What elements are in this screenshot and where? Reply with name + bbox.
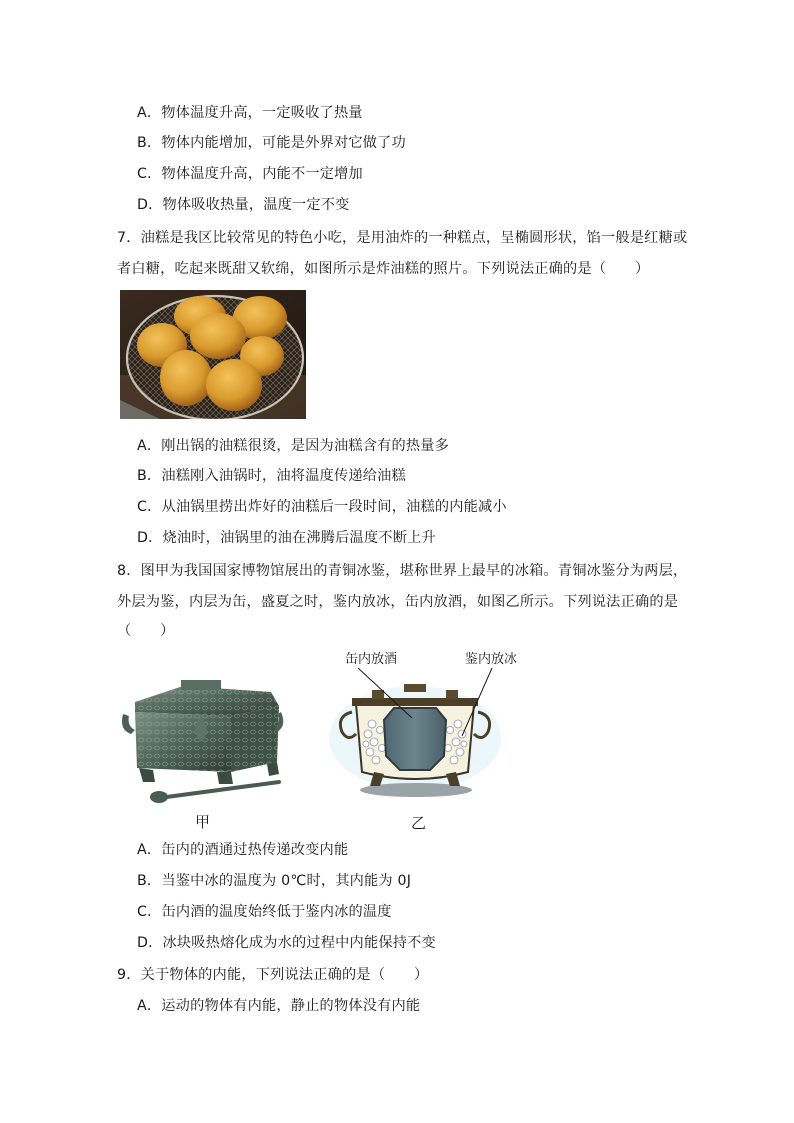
q8-option-c: C．缶内酒的温度始终低于鉴内冰的温度 (137, 904, 392, 920)
q8-option-a: A．缶内的酒通过热传递改变内能 (137, 842, 349, 858)
q8-stem-line3: （ ） (117, 623, 175, 639)
q7-option-b: B．油糕刚入油锅时，油将温度传递给油糕 (137, 468, 406, 484)
q7-option-a: A．刚出锅的油糕很烫，是因为油糕含有的热量多 (137, 438, 450, 454)
q9-stem-line1: 9．关于物体的内能，下列说法正确的是（ ） (117, 967, 429, 983)
q6-option-a: A．物体温度升高，一定吸收了热量 (137, 105, 363, 121)
q8-option-d: D．冰块吸热熔化成为水的过程中内能保持不变 (137, 935, 436, 951)
label-wine-in-fou: 缶内放酒 (345, 652, 398, 667)
q6-option-d: D．物体吸收热量，温度一定不变 (137, 197, 350, 213)
fried-cakes-photo (120, 290, 306, 419)
q8-option-b: B．当鉴中冰的温度为 0℃时，其内能为 0J (137, 873, 412, 889)
q8-stem-line1: 8．图甲为我国国家博物馆展出的青铜冰鉴，堪称世界上最早的冰箱。青铜冰鉴分为两层， (117, 563, 688, 579)
bronze-ice-vessel-photo (121, 672, 288, 808)
caption-jia: 甲 (195, 813, 211, 831)
q7-stem-line2: 者白糖，吃起来既甜又软绵，如图所示是炸油糕的照片。下列说法正确的是（ ） (117, 261, 650, 277)
q7-option-c: C．从油锅里捞出炸好的油糕后一段时间，油糕的内能减小 (137, 499, 507, 515)
q6-option-b: B．物体内能增加，可能是外界对它做了功 (137, 135, 406, 151)
q9-option-a: A．运动的物体有内能，静止的物体没有内能 (137, 998, 421, 1014)
ice-vessel-cross-section-diagram (322, 668, 508, 804)
caption-yi: 乙 (411, 814, 427, 832)
q8-stem-line2: 外层为鉴，内层为缶，盛夏之时，鉴内放冰，缶内放酒，如图乙所示。下列说法正确的是 (117, 594, 679, 610)
q6-option-c: C．物体温度升高，内能不一定增加 (137, 166, 363, 182)
q7-option-d: D．烧油时，油锅里的油在沸腾后温度不断上升 (137, 530, 436, 546)
q7-stem-line1: 7．油糕是我区比较常见的特色小吃，是用油炸的一种糕点，呈椭圆形状，馅一般是红糖或 (117, 230, 688, 246)
label-ice-in-jian: 鉴内放冰 (465, 652, 518, 667)
